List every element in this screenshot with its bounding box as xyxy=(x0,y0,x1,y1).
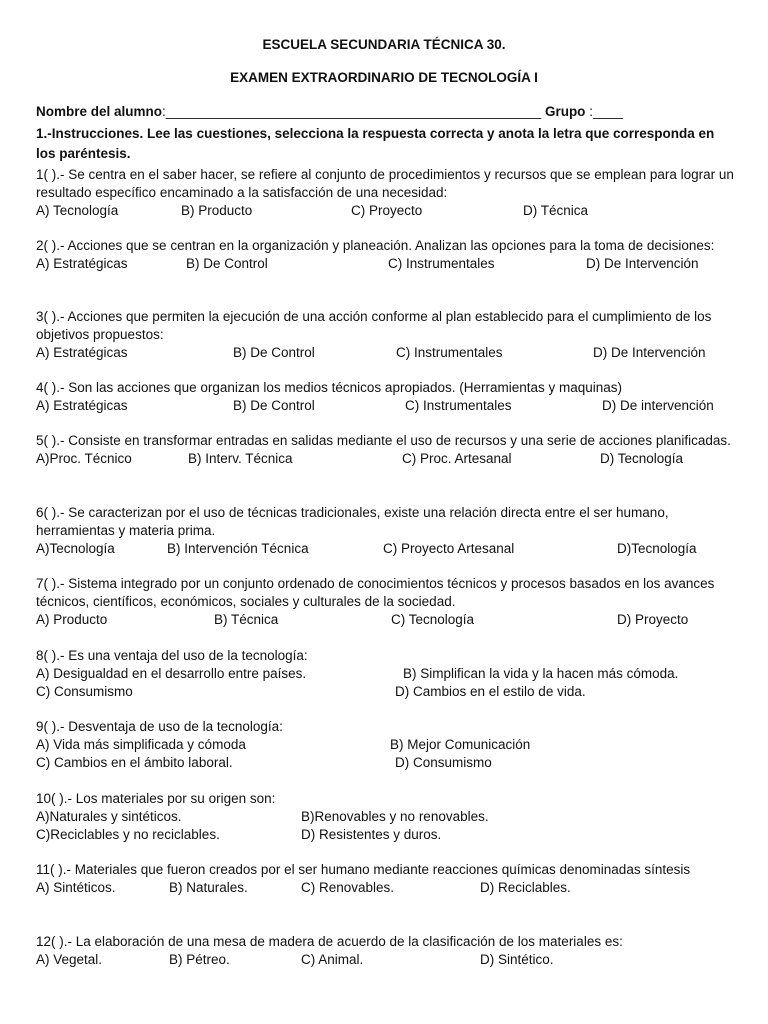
name-blank[interactable]: :__________________________________________________ xyxy=(162,104,542,119)
options-row xyxy=(36,202,736,220)
options-row xyxy=(36,344,736,362)
student-info-row xyxy=(36,104,623,120)
question-text: 2( ).- Acciones que se centran en la organización y planeación. Analizan las opciones para la toma de decisiones: xyxy=(36,238,715,253)
options-row xyxy=(36,450,736,468)
instructions: 1.-Instrucciones. Lee las cuestiones, selecciona la respuesta correcta y anota la letra que corresponda en los paréntesis. xyxy=(36,126,715,161)
question-9 xyxy=(36,718,736,772)
answer-option: D) Proyecto xyxy=(617,612,689,627)
name-label: Nombre del alumno xyxy=(36,104,163,119)
answer-option: C) Instrumentales xyxy=(388,256,495,271)
question-4 xyxy=(36,379,736,415)
answer-option: C) Animal. xyxy=(301,952,364,967)
answer-option: B) De Control xyxy=(233,345,315,360)
question-11 xyxy=(36,861,736,897)
answer-option: C)Reciclables y no reciclables. xyxy=(36,827,220,842)
options-row xyxy=(36,683,736,701)
school-title: ESCUELA SECUNDARIA TÉCNICA 30. xyxy=(262,37,506,52)
answer-option: B) Naturales. xyxy=(169,880,248,895)
question-7 xyxy=(36,575,736,629)
answer-option: D) Cambios en el estilo de vida. xyxy=(395,684,586,699)
answer-option: A) Tecnología xyxy=(36,203,119,218)
answer-option: A)Proc. Técnico xyxy=(36,451,132,466)
question-text: 6( ).- Se caracterizan por el uso de técnicas tradicionales, existe una relación directa entre el ser humano, herramientas y materia prima. xyxy=(36,505,669,538)
options-row xyxy=(36,611,736,629)
answer-option: B) Simplifican la vida y la hacen más cómoda. xyxy=(403,666,679,681)
question-text: 8( ).- Es una ventaja del uso de la tecnología: xyxy=(36,648,308,663)
question-text: 12( ).- La elaboración de una mesa de madera de acuerdo de la clasificación de los materiales es: xyxy=(36,934,623,949)
question-5 xyxy=(36,432,736,468)
answer-option: B) Técnica xyxy=(214,612,279,627)
question-text: 10( ).- Los materiales por su origen son: xyxy=(36,791,276,806)
answer-option: A)Tecnología xyxy=(36,541,115,556)
answer-option: D) Sintético. xyxy=(480,952,554,967)
answer-option: D) Resistentes y duros. xyxy=(301,827,442,842)
question-8 xyxy=(36,647,736,701)
answer-option: D) De Intervención xyxy=(593,345,706,360)
answer-option: D) Técnica xyxy=(523,203,589,218)
group-blank[interactable]: :____ xyxy=(585,104,623,119)
answer-option: A) Producto xyxy=(36,612,108,627)
answer-option: B) Mejor Comunicación xyxy=(390,737,531,752)
options-row xyxy=(36,736,736,754)
answer-option: A) Vida más simplificada y cómoda xyxy=(36,737,246,752)
options-row xyxy=(36,951,736,969)
answer-option: C) Consumismo xyxy=(36,684,133,699)
question-text: 7( ).- Sistema integrado por un conjunto ordenado de conocimientos técnicos y procesos basados en los avances técnicos, científicos, económicos, sociales y culturales de la sociedad. xyxy=(36,576,715,609)
question-2 xyxy=(36,237,736,273)
answer-option: C) Renovables. xyxy=(301,880,395,895)
question-text: 3( ).- Acciones que permiten la ejecución de una acción conforme al plan establecido para el cumplimiento de los objetivos propuestos: xyxy=(36,309,712,342)
options-row xyxy=(36,665,736,683)
answer-option: D) Tecnología xyxy=(600,451,684,466)
answer-option: C) Proyecto Artesanal xyxy=(383,541,515,556)
answer-option: A) Desigualdad en el desarrollo entre países. xyxy=(36,666,307,681)
question-text: 9( ).- Desventaja de uso de la tecnología: xyxy=(36,719,283,734)
question-text: 1( ).- Se centra en el saber hacer, se refiere al conjunto de procedimientos y recursos que se emplean para lograr un resultado específico encaminado a la satisfacción de una necesidad: xyxy=(36,167,734,200)
options-row xyxy=(36,808,736,826)
question-12 xyxy=(36,933,736,969)
answer-option: B) Pétreo. xyxy=(169,952,230,967)
answer-option: B)Renovables y no renovables. xyxy=(301,809,489,824)
question-1 xyxy=(36,166,736,220)
answer-option: B) Producto xyxy=(181,203,253,218)
options-row xyxy=(36,826,736,844)
exam-title: EXAMEN EXTRAORDINARIO DE TECNOLOGÍA I xyxy=(230,70,538,85)
answer-option: B) Intervención Técnica xyxy=(167,541,309,556)
group-label: Grupo xyxy=(544,104,586,119)
answer-option: D)Tecnología xyxy=(617,541,697,556)
answer-option: A) Estratégicas xyxy=(36,398,128,413)
options-row xyxy=(36,754,736,772)
answer-option: D) Consumismo xyxy=(395,755,492,770)
answer-option: A) Sintéticos. xyxy=(36,880,116,895)
answer-option: A) Vegetal. xyxy=(36,952,103,967)
answer-option: A) Estratégicas xyxy=(36,345,128,360)
answer-option: B) De Control xyxy=(233,398,315,413)
answer-option: C) Instrumentales xyxy=(396,345,503,360)
options-row xyxy=(36,255,736,273)
question-10 xyxy=(36,790,736,844)
question-3 xyxy=(36,308,736,362)
answer-option: D) Reciclables. xyxy=(480,880,571,895)
answer-option: D) De intervención xyxy=(602,398,714,413)
question-text: 11( ).- Materiales que fueron creados por el ser humano mediante reacciones químicas denominadas síntesis xyxy=(36,862,691,877)
options-row xyxy=(36,879,736,897)
answer-option: D) De Intervención xyxy=(586,256,699,271)
answer-option: C) Proc. Artesanal xyxy=(402,451,512,466)
options-row xyxy=(36,397,736,415)
question-text: 5( ).- Consiste en transformar entradas en salidas mediante el uso de recursos y una serie de acciones planificadas. xyxy=(36,433,731,448)
answer-option: C) Cambios en el ámbito laboral. xyxy=(36,755,233,770)
answer-option: C) Proyecto xyxy=(351,203,423,218)
answer-option: B) De Control xyxy=(186,256,268,271)
question-text: 4( ).- Son las acciones que organizan los medios técnicos apropiados. (Herramientas y maquinas) xyxy=(36,380,623,395)
answer-option: B) Interv. Técnica xyxy=(188,451,293,466)
question-6 xyxy=(36,504,736,558)
answer-option: C) Tecnología xyxy=(391,612,475,627)
answer-option: A)Naturales y sintéticos. xyxy=(36,809,182,824)
answer-option: C) Instrumentales xyxy=(405,398,512,413)
options-row xyxy=(36,540,736,558)
answer-option: A) Estratégicas xyxy=(36,256,128,271)
